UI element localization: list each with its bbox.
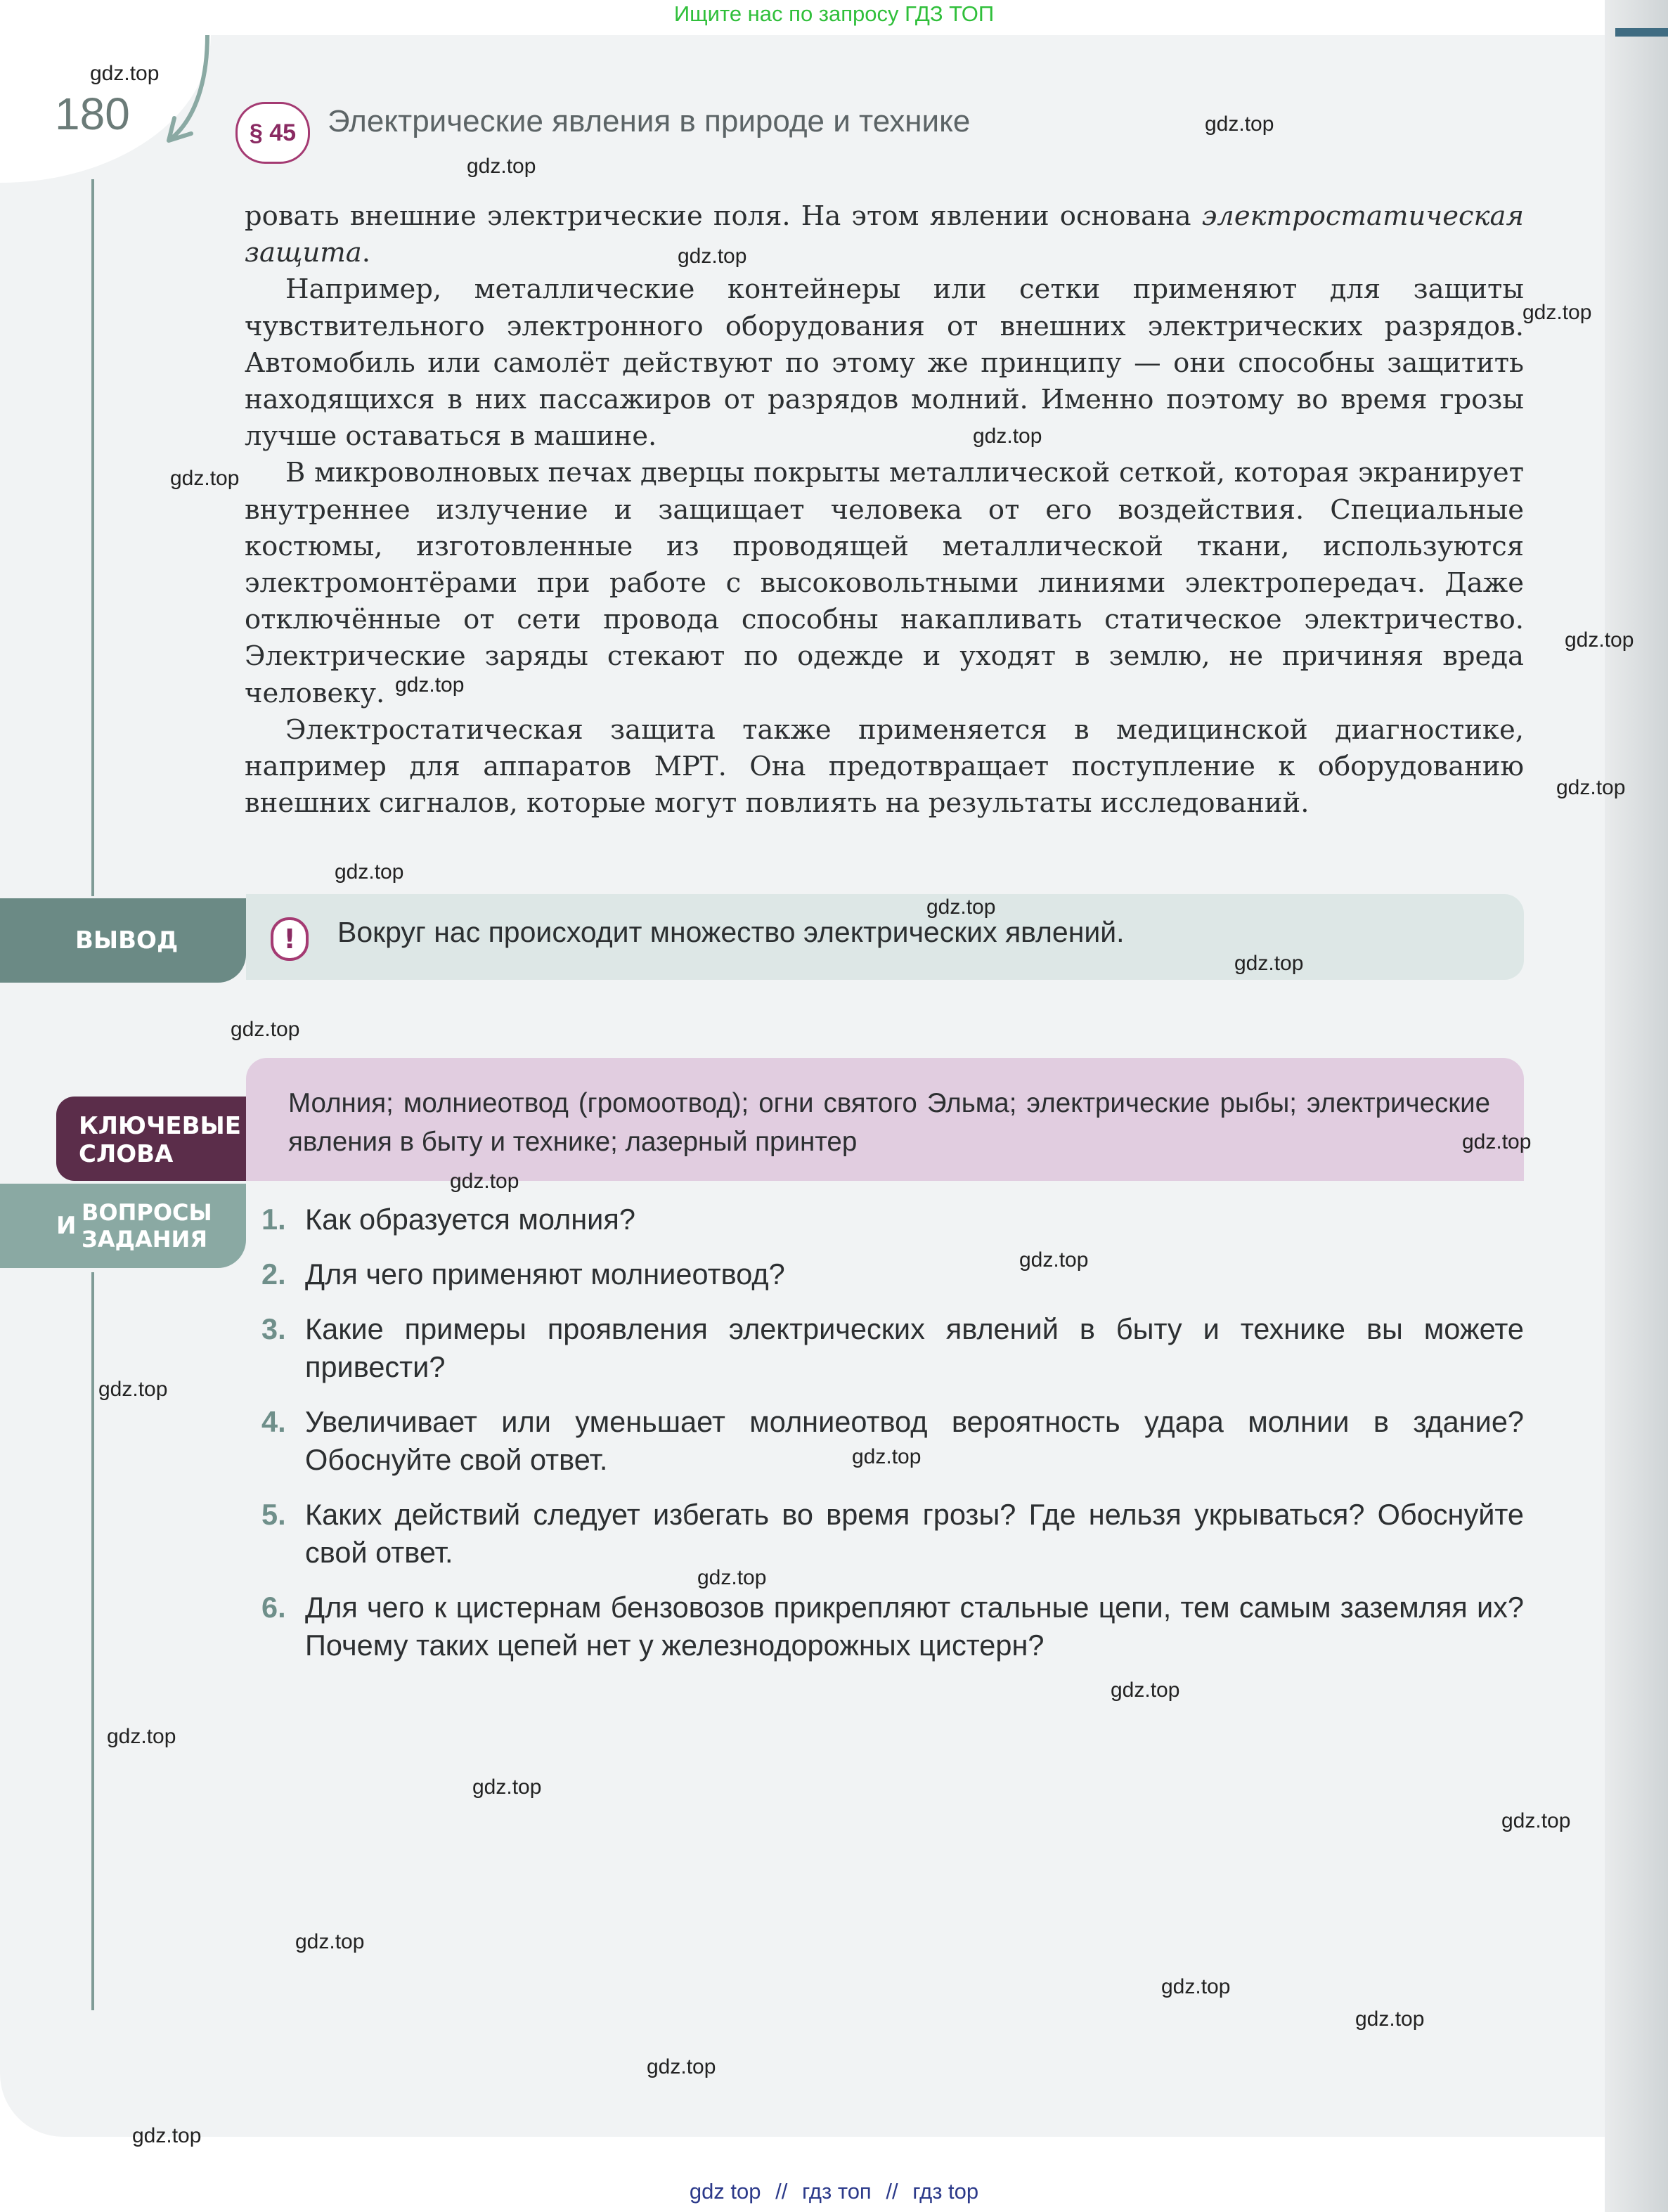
section-badge: § 45 [235,102,310,164]
question-number: 6. [261,1591,286,1624]
watermark: gdz.top [1234,952,1304,975]
watermark: gdz.top [1111,1679,1180,1702]
watermark: gdz.top [231,1018,300,1041]
question-item [261,1496,1524,1572]
question-number: 1. [261,1203,286,1236]
questions-tab-line: ЗАДАНИЯ [82,1226,207,1253]
keywords-text: Молния; молниеотвод (громоотвод); огни святого Эльма; электрические рыбы; электрические явления в быту и технике; лазерный принтер [288,1088,1490,1157]
page-edge-shadow [1605,0,1668,2212]
exclamation-icon: ! [271,917,309,961]
watermark: gdz.top [98,1378,168,1401]
watermark: gdz.top [926,895,996,919]
watermark: gdz.top [295,1930,365,1953]
bottom-separator: // [886,2179,898,2204]
paragraph: Электростатическая защита также применяется в медицинской диагностике, например для аппаратов МРТ. Она предотвращает поступление к оборудованию внешних сигналов, которые могут повлиять на результаты исследований. [245,713,1524,820]
conclusion-text: Вокруг нас происходит множество электрических явлений. [337,916,1125,948]
bottom-links [0,2179,1668,2204]
page-edge-stripe [1615,28,1668,37]
watermark: gdz.top [1556,776,1626,799]
watermark: gdz.top [1019,1248,1089,1272]
watermark: gdz.top [647,2055,716,2078]
watermark: gdz.top [107,1725,176,1748]
watermark: gdz.top [973,425,1042,448]
watermark: gdz.top [90,62,160,85]
watermark: gdz.top [1355,2007,1425,2031]
question-number: 2. [261,1257,286,1291]
paragraph: Например, металлические контейнеры или сетки применяют для защиты чувствительного электронного оборудования от внешних электрических разрядов. Автомобиль или самолёт действуют по этому же принципу — они способны защитить находящихся в них пассажиров от разрядов молний. Именно поэтому во время грозы лучше оставаться в машине. [245,273,1524,453]
question-item [261,1201,1524,1238]
watermark: gdz.top [335,860,404,884]
chapter-title: Электрические явления в природе и технике [328,104,971,138]
watermark: gdz.top [1161,1975,1231,1998]
watermark: gdz.top [697,1566,767,1589]
question-text: Для чего к цистернам бензовозов прикрепляют стальные цепи, тем самым заземляя их? Почему таких цепей нет у железнодорожных цистерн? [305,1591,1524,1662]
paragraph: ровать внешние электрические поля. На этом явлении основана электростатическая защита. [245,200,1524,269]
question-number: 5. [261,1498,286,1531]
keywords-tab-line: КЛЮЧЕВЫЕ [79,1112,242,1140]
questions-tab-lines [82,1199,212,1253]
question-text: Какие примеры проявления электрических явлений в быту и технике вы можете привести? [305,1312,1524,1383]
margin-line-lower [91,1272,94,2010]
question-number: 4. [261,1405,286,1438]
watermark: gdz.top [1501,1809,1571,1832]
bottom-link[interactable]: gdz top [689,2179,761,2204]
watermark: gdz.top [1462,1130,1532,1153]
watermark: gdz.top [472,1776,542,1799]
question-item [261,1255,1524,1293]
bottom-link[interactable]: гдз топ [802,2179,872,2204]
questions-tab-line: ВОПРОСЫ [82,1199,212,1226]
question-item [261,1310,1524,1386]
watermark: gdz.top [1205,112,1274,136]
question-text: Как образуется молния? [305,1203,635,1236]
question-text: Каких действий следует избегать во время грозы? Где нельзя укрываться? Обоснуйте свой ответ. [305,1498,1524,1569]
question-number: 3. [261,1312,286,1345]
bottom-link[interactable]: гдз top [912,2179,979,2204]
watermark: gdz.top [450,1170,519,1193]
paragraph: В микроволновых печах дверцы покрыты металлической сеткой, которая экранирует внутреннее излучение и защищает человека от его воздействия. Специальные костюмы, изготовленные из проводящей металлической ткани, используются электромонтёрами при работе с высоковольтными линиями электропередач. Даже отключённые от сети провода способны накапливать статическое электричество. Электрические заряды стекают по одежде и уходят в землю, не причиняя вреда человеку. [245,457,1524,709]
conclusion-tab: ВЫВОД [0,898,246,983]
watermark: gdz.top [170,467,240,490]
main-text [245,198,1524,822]
bottom-separator: // [775,2179,788,2204]
questions-tab-and: И [56,1212,77,1240]
curved-arrow-icon [141,35,218,148]
watermark: gdz.top [1522,301,1592,324]
watermark: gdz.top [467,155,536,178]
top-search-link[interactable]: Ищите нас по запросу ГДЗ ТОП [673,1,995,26]
watermark: gdz.top [678,245,747,268]
watermark: gdz.top [132,2124,202,2147]
watermark: gdz.top [395,673,465,697]
keywords-tab [56,1097,246,1181]
question-text: Для чего применяют молниеотвод? [305,1257,785,1291]
watermark: gdz.top [852,1445,922,1468]
watermark: gdz.top [1565,628,1634,652]
questions-list [261,1201,1524,1664]
page-number: 180 [55,89,130,139]
margin-line [91,179,94,896]
question-text: Увеличивает или уменьшает молниеотвод вероятность удара молнии в здание? Обоснуйте свой ответ. [305,1405,1524,1476]
keywords-tab-line: СЛОВА [79,1140,174,1168]
question-item [261,1589,1524,1664]
